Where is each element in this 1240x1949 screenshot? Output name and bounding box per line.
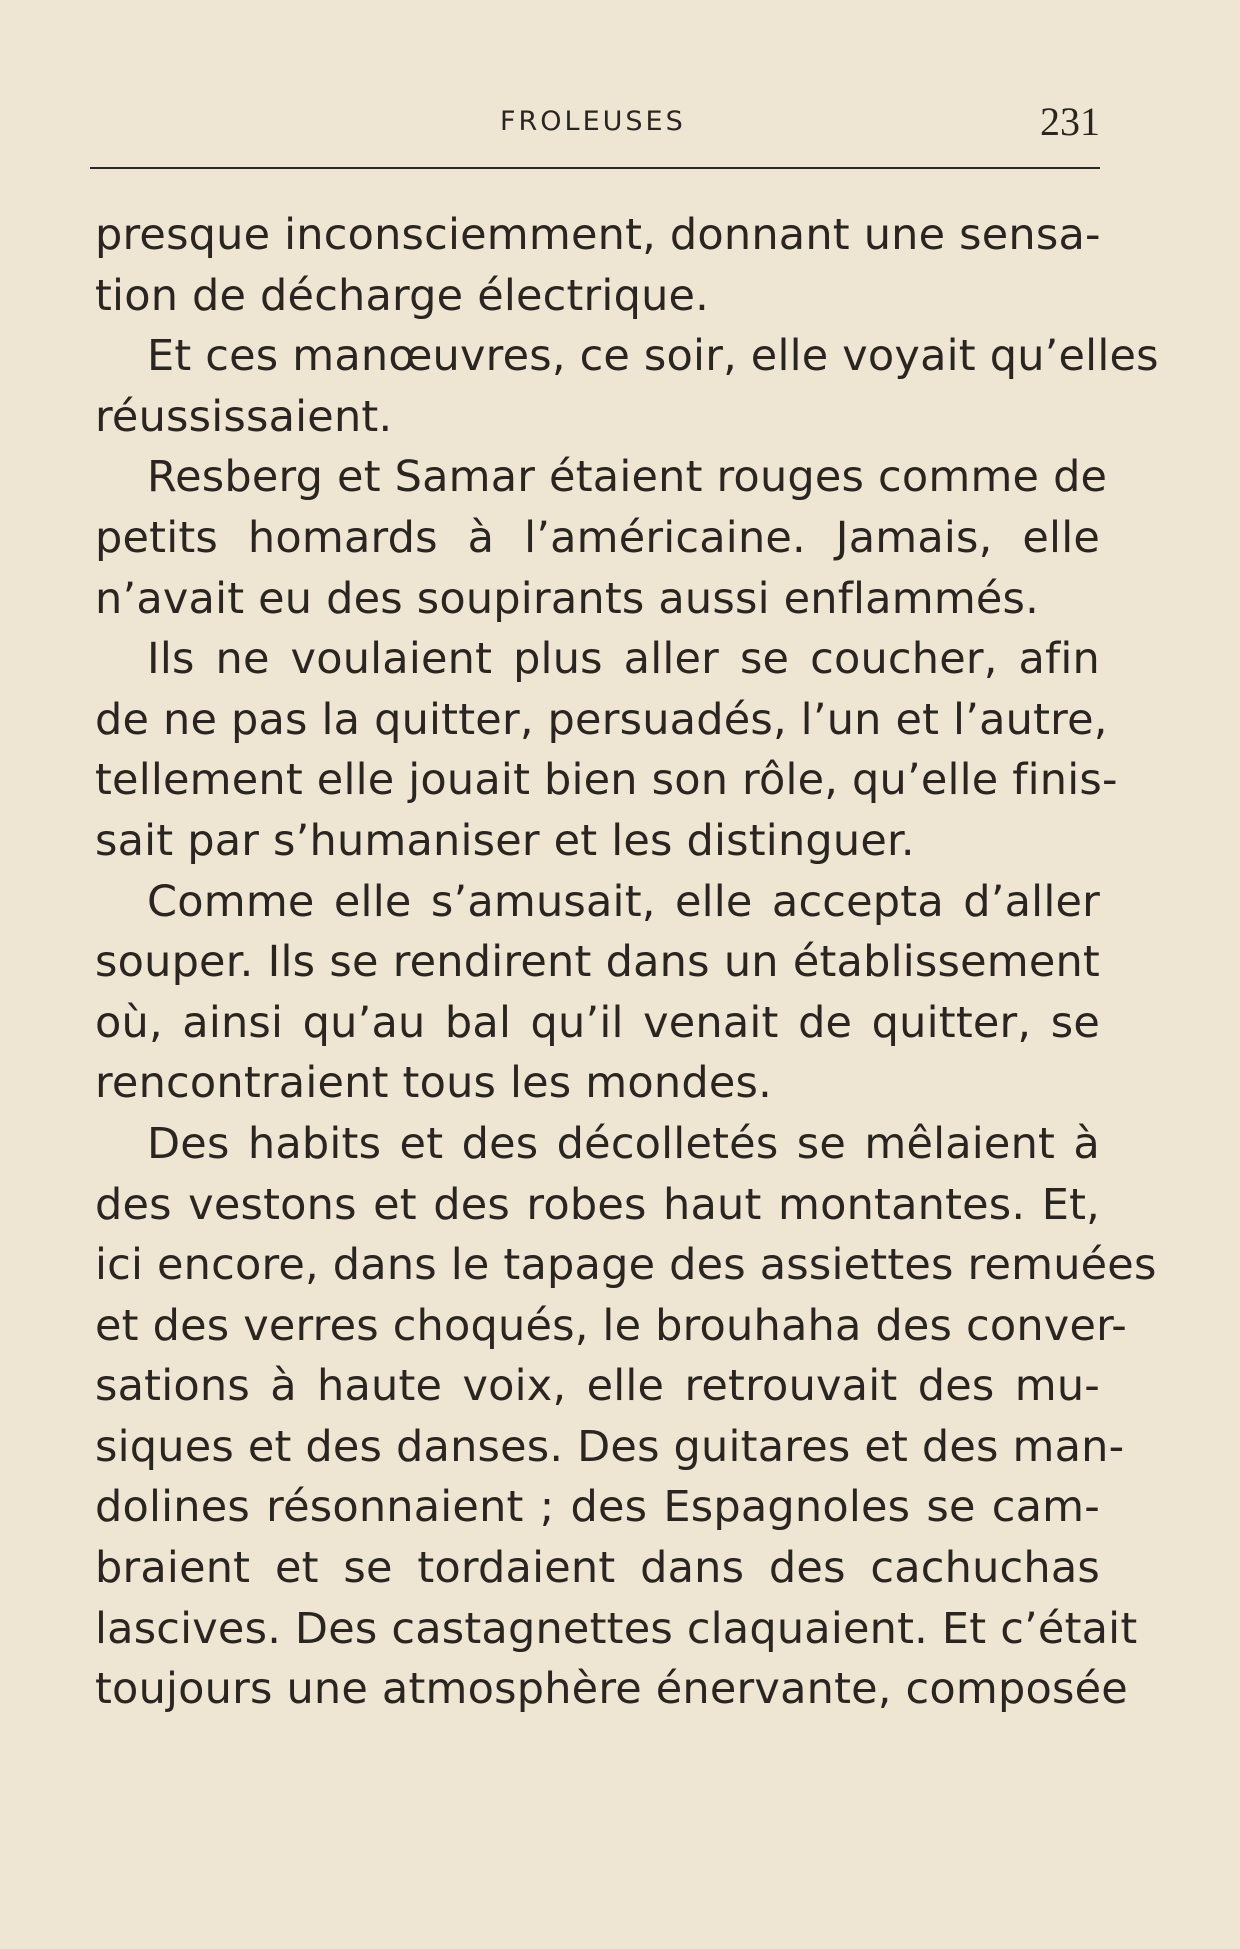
text-line: souper. Ils se rendirent dans un établissement: [95, 937, 1100, 988]
text-line: rencontraient tous les mondes.: [95, 1058, 772, 1109]
page-number: 231: [1040, 99, 1100, 144]
body-text: [95, 205, 1159, 1720]
text-line: Comme elle s’amusait, elle accepta d’aller: [147, 876, 1100, 927]
text-line: de ne pas la quitter, persuadés, l’un et l’autre,: [95, 694, 1108, 745]
text-line: des vestons et des robes haut montantes. Et,: [95, 1179, 1100, 1230]
text-line: et des verres choqués, le brouhaha des conver-: [95, 1300, 1127, 1351]
text-line: tion de décharge électrique.: [95, 270, 710, 321]
header-rule: [90, 167, 1100, 169]
text-line: presque inconsciemment, donnant une sensa-: [95, 210, 1101, 260]
running-head: [95, 98, 1100, 146]
text-line: sait par s’humaniser et les distinguer.: [95, 815, 915, 866]
text-line: sations à haute voix, elle retrouvait des mu-: [95, 1361, 1100, 1412]
text-line: braient et se tordaient dans des cachuchas: [95, 1543, 1100, 1594]
text-line: dolines résonnaient ; des Espagnoles se cam-: [95, 1482, 1100, 1533]
text-line: ici encore, dans le tapage des assiettes remuées: [95, 1240, 1157, 1291]
text-line: où, ainsi qu’au bal qu’il venait de quitter, se: [95, 997, 1100, 1048]
text-line: n’avait eu des soupirants aussi enflammés.: [95, 573, 1040, 624]
text-line: Des habits et des décolletés se mêlaient à: [147, 1118, 1100, 1169]
text-line: siques et des danses. Des guitares et des man-: [95, 1421, 1125, 1472]
running-title: FROLEUSES: [500, 106, 686, 137]
text-line: petits homards à l’américaine. Jamais, elle: [95, 512, 1100, 563]
text-line: Et ces manœuvres, ce soir, elle voyait qu’elles: [147, 331, 1159, 382]
text-line: tellement elle jouait bien son rôle, qu’elle finis-: [95, 755, 1118, 806]
text-line: toujours une atmosphère énervante, composée: [95, 1664, 1128, 1715]
text-line: lascives. Des castagnettes claquaient. Et c’était: [95, 1603, 1138, 1654]
text-line: réussissaient.: [95, 391, 393, 442]
text-line: Ils ne voulaient plus aller se coucher, afin: [147, 634, 1100, 685]
text-line: Resberg et Samar étaient rouges comme de: [147, 452, 1108, 503]
